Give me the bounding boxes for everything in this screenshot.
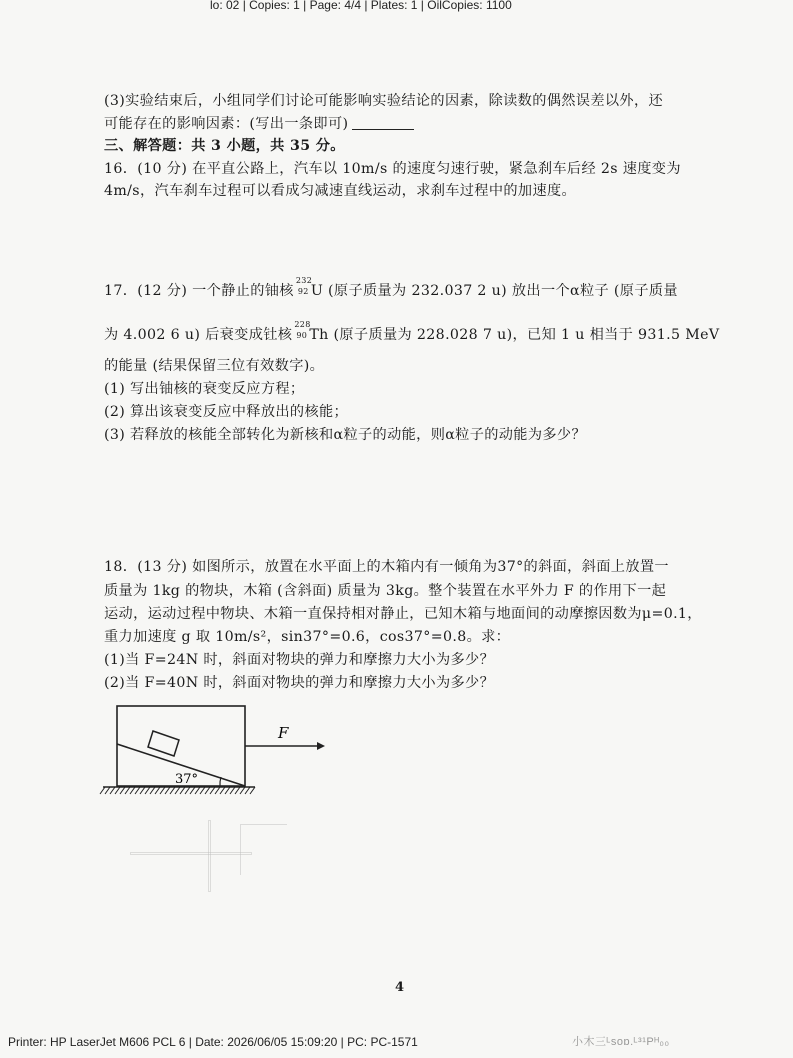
q18-line4: 重力加速度 g 取 10m/s²，sin37°=0.6，cos37°=0.8。求： xyxy=(104,629,511,645)
angle-arc xyxy=(220,777,221,786)
incline-box-figure xyxy=(95,700,345,800)
q18-line1: 18．(13 分) 如图所示，放置在水平面上的木箱内有一倾角为37°的斜面，斜面上放置一 xyxy=(104,559,669,575)
thorium-isotope xyxy=(292,320,311,341)
hatch-line xyxy=(190,787,195,794)
u-symbol: U xyxy=(310,283,324,299)
force-label: F xyxy=(278,724,289,742)
hatch-line xyxy=(115,787,120,794)
hatch-line xyxy=(180,787,185,794)
q18-sub2: (2)当 F=40N 时，斜面对物块的弹力和摩擦力大小为多少？ xyxy=(104,675,495,691)
u-atomic-number: 92 xyxy=(297,287,309,296)
th-symbol: Th xyxy=(309,327,329,343)
q15-part3-line2 xyxy=(104,113,414,133)
hatch-line xyxy=(205,787,210,794)
th-mass-number: 228 xyxy=(294,320,311,329)
hatch-line xyxy=(210,787,215,794)
hatch-line xyxy=(200,787,205,794)
bleed-through-mark xyxy=(208,820,211,892)
hatch-line xyxy=(240,787,245,794)
uranium-isotope xyxy=(294,276,313,297)
th-atomic-number: 90 xyxy=(296,331,308,340)
q17-sub2: (2) 算出该衰变反应中释放出的核能； xyxy=(104,404,349,420)
q16-line2: 4m/s，汽车刹车过程可以看成匀减速直线运动，求刹车过程中的加速度。 xyxy=(104,183,577,199)
hatch-line xyxy=(150,787,155,794)
q17-line3: 的能量 (结果保留三位有效数字)。 xyxy=(104,358,325,374)
hatch-line xyxy=(130,787,135,794)
hatch-line xyxy=(140,787,145,794)
q18-sub1: (1)当 F=24N 时，斜面对物块的弹力和摩擦力大小为多少？ xyxy=(104,652,495,668)
angle-label: 37° xyxy=(175,772,199,787)
print-header: lo: 02 | Copies: 1 | Page: 4/4 | Plates: 1 | OilCopies: 1100 xyxy=(210,0,512,12)
hatch-line xyxy=(135,787,140,794)
hatch-line xyxy=(250,787,255,794)
q17-sub1: (1) 写出铀核的衰变反应方程； xyxy=(104,381,305,397)
hatch-line xyxy=(145,787,150,794)
hatch-line xyxy=(195,787,200,794)
q15-part3-line1: (3)实验结束后，小组同学们讨论可能影响实验结论的因素，除读数的偶然误差以外，还 xyxy=(104,93,664,109)
bleed-through-mark xyxy=(240,824,287,875)
hatch-line xyxy=(100,787,105,794)
force-arrowhead xyxy=(317,742,325,750)
q15-part3-line2-text: 可能存在的影响因素：(写出一条即可) xyxy=(104,116,349,132)
faint-stamp: 小木三ᴸsoɒ.ᴸ³¹Pᴴ₀₀ xyxy=(572,1036,670,1048)
block xyxy=(148,731,179,756)
hatch-line xyxy=(160,787,165,794)
hatch-line xyxy=(155,787,160,794)
bleed-through-mark xyxy=(130,852,252,855)
hatch-line xyxy=(170,787,175,794)
hatch-line xyxy=(220,787,225,794)
ground-hatching xyxy=(100,787,255,794)
answer-blank xyxy=(352,117,414,130)
q17-line2-pre: 为 4.002 6 u) 后衰变成钍核 xyxy=(104,327,293,343)
hatch-line xyxy=(185,787,190,794)
hatch-line xyxy=(105,787,110,794)
hatch-line xyxy=(235,787,240,794)
hatch-line xyxy=(110,787,115,794)
u-mass-number: 232 xyxy=(295,276,313,285)
q18-line2: 质量为 1kg 的物块，木箱 (含斜面) 质量为 3kg。整个装置在水平外力 F 的作用下一起 xyxy=(104,583,667,599)
printer-footer: Printer: HP LaserJet M606 PCL 6 | Date: 2026/06/05 15:09:20 | PC: PC-1571 xyxy=(8,1035,418,1049)
hatch-line xyxy=(175,787,180,794)
q17-sub3: (3) 若释放的核能全部转化为新核和α粒子的动能，则α粒子的动能为多少？ xyxy=(104,427,586,443)
q16-line1: 16．(10 分) 在平直公路上，汽车以 10m/s 的速度匀速行驶，紧急刹车后经 2s 速度变为 xyxy=(104,161,681,177)
section-title: 三、解答题：共 3 小题，共 35 分。 xyxy=(104,138,345,154)
q17-line1-post: (原子质量为 232.037 2 u) 放出一个α粒子 (原子质量 xyxy=(323,283,678,299)
hatch-line xyxy=(165,787,170,794)
hatch-line xyxy=(245,787,250,794)
q18-line3: 运动，运动过程中物块、木箱一直保持相对静止，已知木箱与地面间的动摩擦因数为μ=0.1， xyxy=(104,606,702,622)
q17-line2 xyxy=(104,320,720,344)
hatch-line xyxy=(230,787,235,794)
hatch-line xyxy=(120,787,125,794)
q17-line2-post: (原子质量为 228.028 7 u)，已知 1 u 相当于 931.5 MeV xyxy=(328,327,720,343)
q17-line1-pre: 17．(12 分) 一个静止的铀核 xyxy=(104,283,294,299)
hatch-line xyxy=(225,787,230,794)
page-number: 4 xyxy=(395,980,405,995)
q17-line1 xyxy=(104,276,678,300)
hatch-line xyxy=(215,787,220,794)
hatch-line xyxy=(125,787,130,794)
